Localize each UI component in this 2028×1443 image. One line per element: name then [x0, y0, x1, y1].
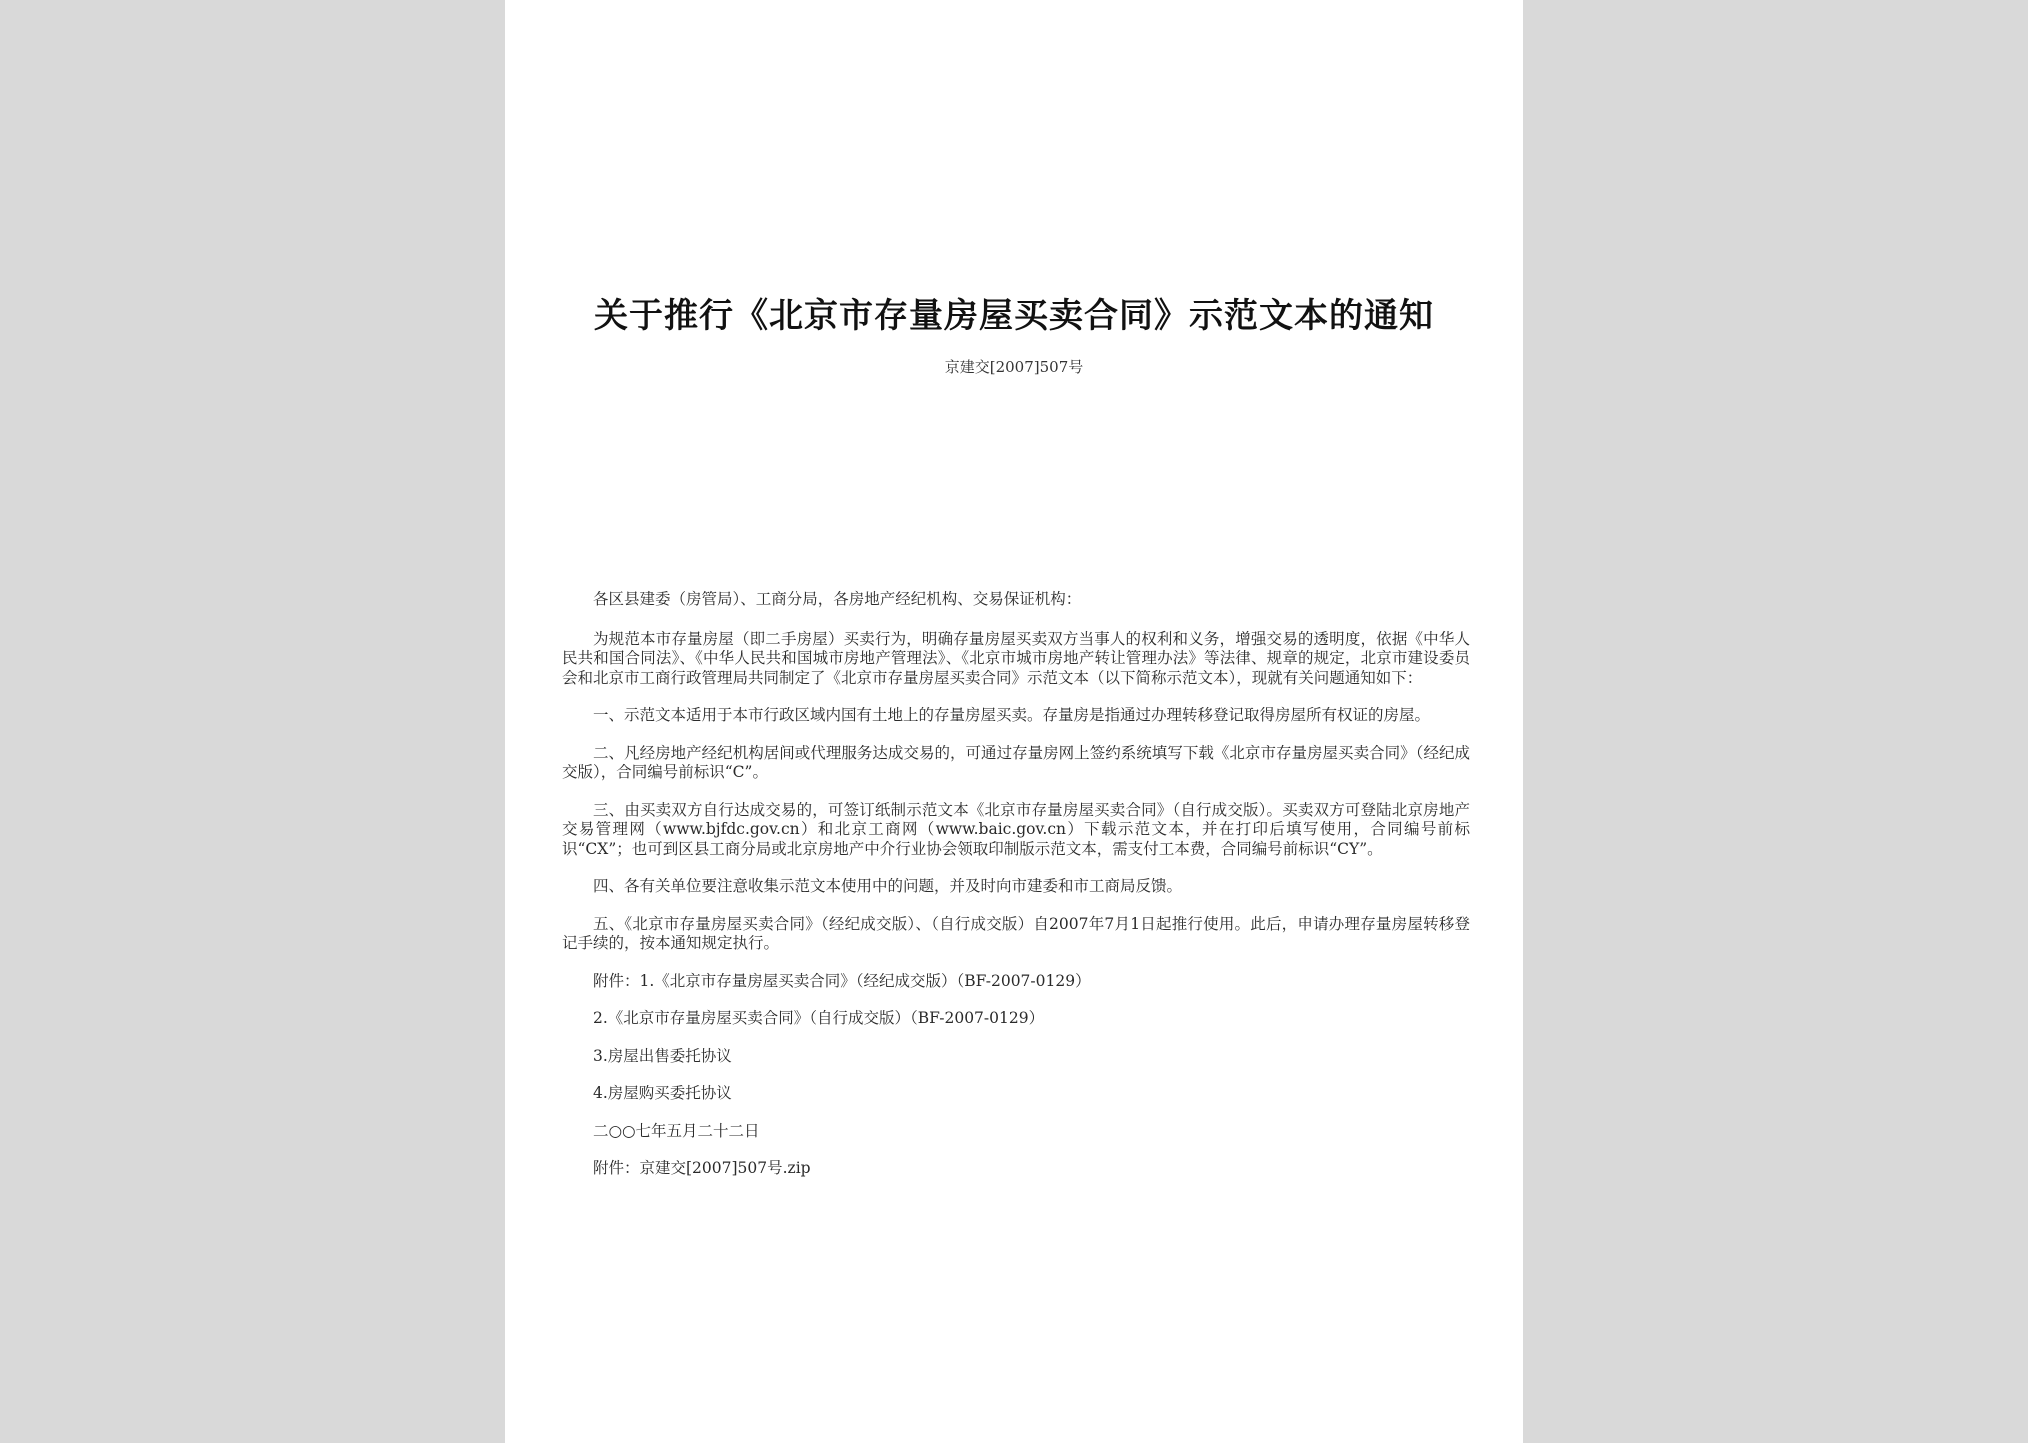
attachment-file-link[interactable]: 附件：京建交[2007]507号.zip — [593, 1159, 811, 1177]
attachment-item-2: 2.《北京市存量房屋买卖合同》（自行成交版）（BF-2007-0129） — [593, 1009, 1045, 1027]
document-title: 关于推行《北京市存量房屋买卖合同》示范文本的通知 — [594, 296, 1434, 336]
item-paragraph-3: 三、由买卖双方自行达成交易的，可签订纸制示范文本《北京市存量房屋买卖合同》（自行成交版）。买卖双方可登陆北京房地产交易管理网（www.bjfdc.gov.cn）和北京工商网（www.baic.gov.cn）下载示范文本，并在打印后填写使用，合同编号前标识“CX”；也可到区县工商分局或北京房地产中介行业协会领取印制版示范文本，需支付工本费，合同编号前标识“CY”。 — [562, 800, 1470, 858]
attachment-item-1: 附件：1.《北京市存量房屋买卖合同》（经纪成交版）（BF-2007-0129） — [593, 971, 1091, 990]
document-date: 二○○七年五月二十二日 — [593, 1121, 760, 1140]
item-paragraph-4: 四、各有关单位要注意收集示范文本使用中的问题，并及时向市建委和市工商局反馈。 — [593, 877, 1183, 895]
attachment-item-4: 4.房屋购买委托协议 — [593, 1084, 732, 1102]
item-paragraph-1: 一、示范文本适用于本市行政区域内国有土地上的存量房屋买卖。存量房是指通过办理转移登记取得房屋所有权证的房屋。 — [593, 706, 1431, 724]
document-number: 京建交[2007]507号 — [944, 358, 1084, 376]
intro-paragraph: 为规范本市存量房屋（即二手房屋）买卖行为，明确存量房屋买卖双方当事人的权利和义务，增强交易的透明度，依据《中华人民共和国合同法》、《中华人民共和国城市房地产管理法》、《北京市城市房地产转让管理办法》等法律、规章的规定，北京市建设委员会和北京市工商行政管理局共同制定了《北京市存量房屋买卖合同》示范文本（以下简称示范文本），现就有关问题通知如下： — [562, 629, 1470, 687]
item-paragraph-5: 五、《北京市存量房屋买卖合同》（经纪成交版）、（自行成交版）自2007年7月1日起推行使用。此后，申请办理存量房屋转移登记手续的，按本通知规定执行。 — [562, 914, 1470, 952]
salutation: 各区县建委（房管局）、工商分局，各房地产经纪机构、交易保证机构： — [593, 590, 1082, 608]
item-paragraph-2: 二、凡经房地产经纪机构居间或代理服务达成交易的，可通过存量房网上签约系统填写下载《北京市存量房屋买卖合同》（经纪成交版），合同编号前标识“C”。 — [562, 743, 1470, 781]
document-body — [562, 590, 1470, 1197]
document-page — [505, 0, 1523, 1443]
attachment-item-3: 3.房屋出售委托协议 — [593, 1046, 732, 1065]
